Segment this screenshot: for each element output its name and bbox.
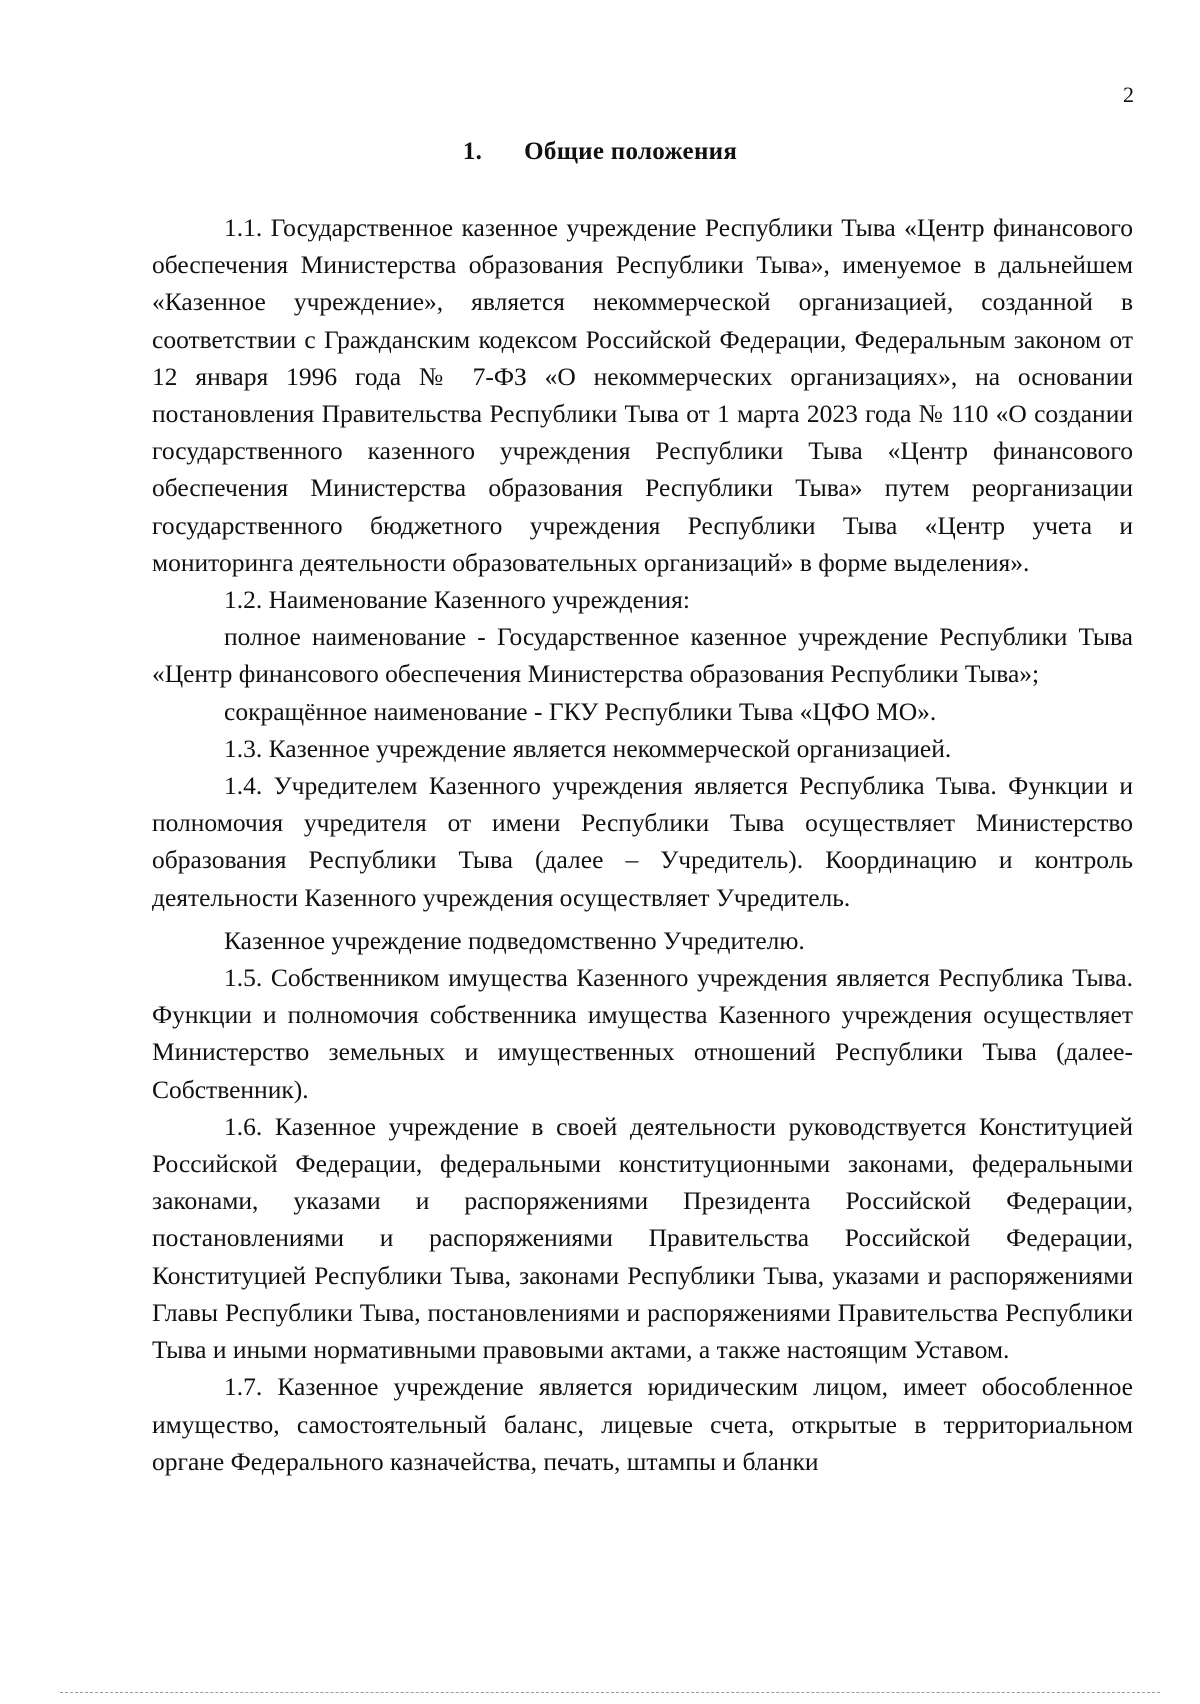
paragraph-1-4: 1.4. Учредителем Казенного учреждения является Республика Тыва. Функции и полномочия учредителя от имени Республики Тыва осуществляет Министерство образования Республики Тыва (далее – Учредитель). Координацию и контроль деятельности Казенного учреждения осуществляет Учредитель.: [152, 771, 1133, 912]
paragraph-1-5: 1.5. Собственником имущества Казенного учреждения является Республика Тыва. Функции и полномочия собственника имущества Казенного учреждения осуществляет Министерство земельных и имущественных отношений Республики Тыва (далее- Собственник).: [152, 963, 1133, 1104]
section-heading: [0, 138, 1200, 166]
scan-edge-line: [60, 1692, 1160, 1693]
paragraph-1-2: 1.2. Наименование Казенного учреждения:: [224, 585, 690, 615]
paragraph-1-6: 1.6. Казенное учреждение в своей деятельности руководствуется Конституцией Российской Федерации, федеральными конституционными законами, федеральными законами, указами и распоряжениями Президента Российской Федерации, постановлениями и распоряжениями Правительства Российской Федерации, Конституцией Республики Тыва, законами Республики Тыва, указами и распоряжениями Главы Республики Тыва, постановлениями и распоряжениями Правительства Республики Тыва и иными нормативными правовыми актами, а также настоящим Уставом.: [152, 1111, 1133, 1365]
paragraph-1-7: 1.7. Казенное учреждение является юридическим лицом, имеет обособленное имущество, самостоятельный баланс, лицевые счета, открытые в территориальном органе Федерального казначейства, печать, штампы и бланки: [152, 1372, 1133, 1476]
section-number: 1.: [462, 138, 483, 165]
paragraph-full-name: полное наименование - Государственное казенное учреждение Республики Тыва «Центр финансового обеспечения Министерства образования Республики Тыва»;: [152, 622, 1133, 689]
paragraph-short-name: сокращённое наименование - ГКУ Республики Тыва «ЦФО МО».: [224, 696, 937, 726]
paragraph-1-3: 1.3. Казенное учреждение является некоммерческой организацией.: [224, 733, 952, 763]
section-title: Общие положения: [524, 138, 738, 165]
document-body: [152, 209, 1133, 1480]
paragraph-1-1: 1.1. Государственное казенное учреждение Республики Тыва «Центр финансового обеспечения Министерства образования Республики Тыва», именуемое в дальнейшем «Казенное учреждение», является некоммерческой организацией, созданной в соответствии с Гражданским кодексом Российской Федерации, Федеральным законом от 12 января 1996 года № 7-ФЗ «О некоммерческих организациях», на основании постановления Правительства Республики Тыва от 1 марта 2023 года № 110 «О создании государственного казенного учреждения Республики Тыва «Центр финансового обеспечения Министерства образования Республики Тыва» путем реорганизации государственного бюджетного учреждения Республики Тыва «Центр учета и мониторинга деятельности образовательных организаций» в форме выделения».: [152, 213, 1133, 577]
paragraph-subordination: Казенное учреждение подведомственно Учредителю.: [224, 925, 805, 955]
page-number: 2: [1123, 82, 1134, 107]
